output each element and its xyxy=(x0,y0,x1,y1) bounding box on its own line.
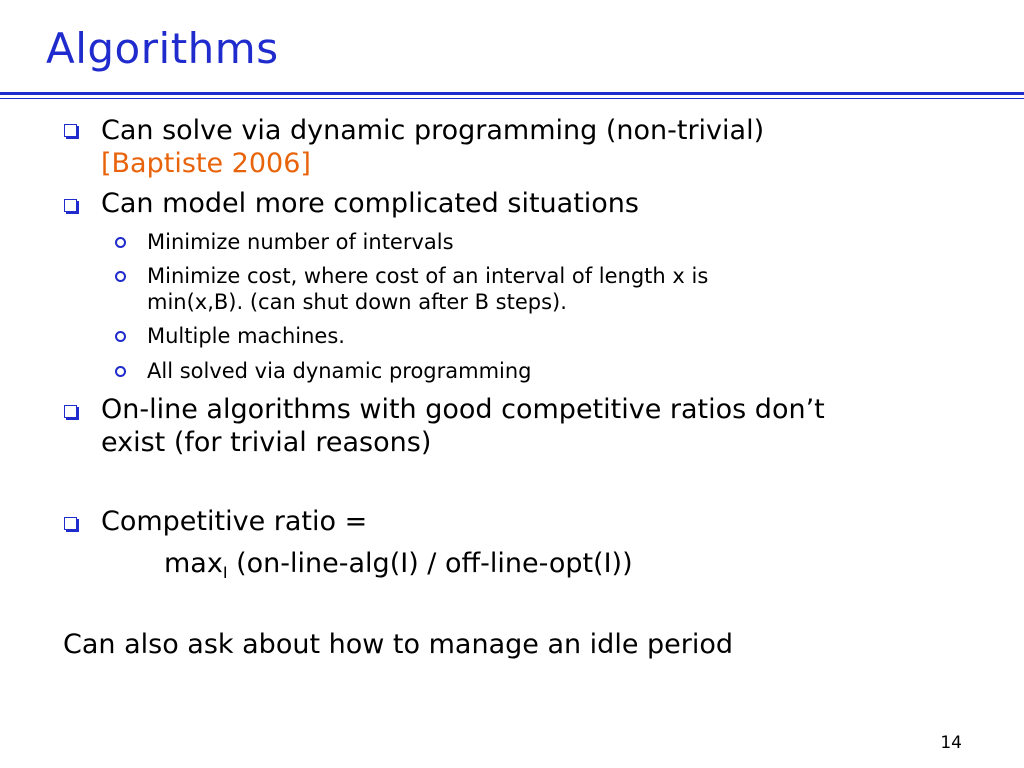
sub-bullet-2-line-1: Minimize cost, where cost of an interval of length x is xyxy=(147,264,709,288)
formula-subscript: I xyxy=(222,563,228,582)
square-bullet-icon xyxy=(64,517,77,530)
circle-bullet-icon xyxy=(115,331,126,342)
circle-bullet-icon xyxy=(115,366,126,377)
formula-max: max xyxy=(164,548,223,579)
bullet-1-text: Can solve via dynamic programming (non-trivial) xyxy=(101,115,765,146)
title-rule-thick xyxy=(0,92,1024,95)
competitive-ratio-formula xyxy=(164,547,633,589)
formula-rest: (on-line-alg(I) / off-line-opt(I)) xyxy=(227,548,633,579)
page-number: 14 xyxy=(940,733,962,753)
bullet-3-line-2: exist (for trivial reasons) xyxy=(101,427,432,458)
square-bullet-icon xyxy=(64,199,77,212)
sub-bullet-3: Multiple machines. xyxy=(147,324,345,348)
bullet-3-line-1: On-line algorithms with good competitive ratios don’t xyxy=(101,394,825,425)
square-bullet-icon xyxy=(64,124,77,137)
bullet-1-citation: [Baptiste 2006] xyxy=(101,148,311,179)
sub-bullet-1: Minimize number of intervals xyxy=(147,230,454,254)
slide-title: Algorithms xyxy=(46,24,279,73)
sub-bullet-2-line-2: min(x,B). (can shut down after B steps). xyxy=(147,290,567,314)
circle-bullet-icon xyxy=(115,237,126,248)
bullet-4-line-1: Competitive ratio = xyxy=(101,506,368,537)
sub-bullet-4: All solved via dynamic programming xyxy=(147,359,532,383)
title-rule-thin xyxy=(0,98,1024,99)
square-bullet-icon xyxy=(64,405,77,418)
closing-line: Can also ask about how to manage an idle period xyxy=(63,629,734,660)
circle-bullet-icon xyxy=(115,271,126,282)
bullet-2-text: Can model more complicated situations xyxy=(101,188,639,219)
